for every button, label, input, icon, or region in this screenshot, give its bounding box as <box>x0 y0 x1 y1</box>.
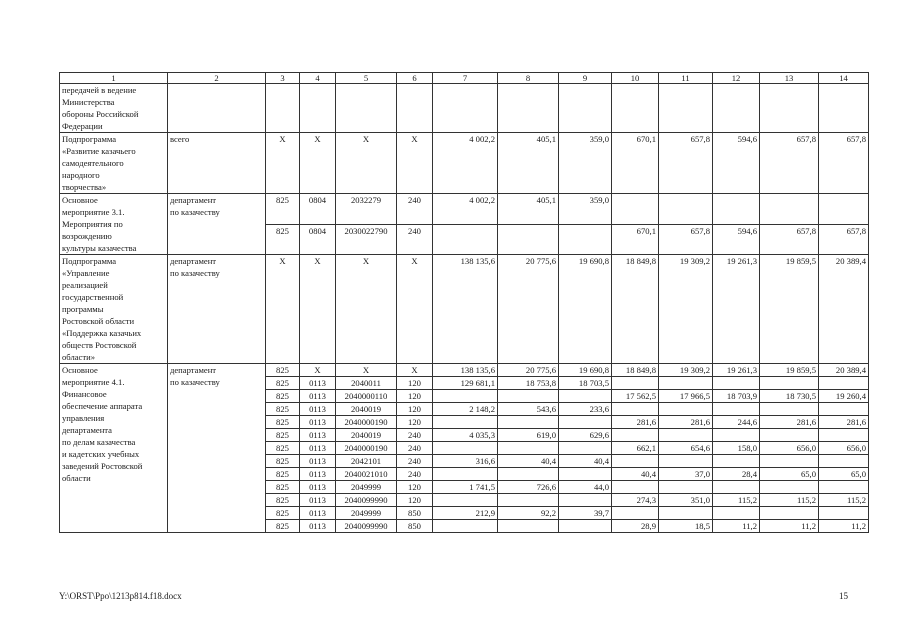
table-cell: 274,3 <box>612 494 659 507</box>
table-body <box>60 73 869 533</box>
table-cell: 316,6 <box>433 455 498 468</box>
table-cell <box>659 429 713 442</box>
table-cell <box>760 507 819 520</box>
table-cell: 657,8 <box>819 133 869 194</box>
table-cell <box>612 507 659 520</box>
header-cell: 4 <box>300 73 336 84</box>
table-cell: 44,0 <box>559 481 612 494</box>
header-cell: 13 <box>760 73 819 84</box>
header-cell: 6 <box>397 73 433 84</box>
table-cell: 850 <box>397 520 433 533</box>
header-cell: 3 <box>266 73 300 84</box>
table-cell: 825 <box>266 377 300 390</box>
table-cell: 594,6 <box>713 224 760 255</box>
table-cell: 2040099990 <box>336 494 397 507</box>
header-cell: 5 <box>336 73 397 84</box>
table-cell: 158,0 <box>713 442 760 455</box>
table-cell: 17 966,5 <box>659 390 713 403</box>
table-cell <box>498 468 559 481</box>
table-cell: 4 002,2 <box>433 194 498 225</box>
table-cell <box>713 377 760 390</box>
table-cell <box>498 416 559 429</box>
table-cell: 4 002,2 <box>433 133 498 194</box>
row-name: Основное мероприятие 4.1. Финансовое обеспечение аппарата управления департамента по делам казачества и кадетских учебных заведений Ростовской области <box>60 364 168 533</box>
table-cell <box>612 377 659 390</box>
table-cell: 825 <box>266 390 300 403</box>
table-cell: 825 <box>266 507 300 520</box>
file-path: Y:\ORST\Ppo\1213p814.f18.docx <box>59 591 182 601</box>
table-cell <box>760 377 819 390</box>
table-cell: 359,0 <box>559 194 612 225</box>
table-cell: 2040011 <box>336 377 397 390</box>
budget-table <box>59 72 869 533</box>
table-cell: 11,2 <box>713 520 760 533</box>
table-cell <box>819 84 869 133</box>
table-cell: 0113 <box>300 442 336 455</box>
table-cell: 670,1 <box>612 224 659 255</box>
header-cell: 9 <box>559 73 612 84</box>
table-cell: 40,4 <box>559 455 612 468</box>
table-cell: 0113 <box>300 520 336 533</box>
table-cell <box>659 377 713 390</box>
table-cell: 120 <box>397 377 433 390</box>
table-cell: 20 389,4 <box>819 364 869 377</box>
table-cell: 37,0 <box>659 468 713 481</box>
table-cell: 18 849,8 <box>612 255 659 364</box>
table-cell: 2040019 <box>336 403 397 416</box>
table-cell <box>713 455 760 468</box>
table-cell <box>819 194 869 225</box>
table-cell: 240 <box>397 429 433 442</box>
table-cell: 657,8 <box>819 224 869 255</box>
table-cell <box>713 84 760 133</box>
header-cell: 7 <box>433 73 498 84</box>
table-cell: 115,2 <box>819 494 869 507</box>
table-cell <box>760 84 819 133</box>
table-cell: X <box>397 364 433 377</box>
table-cell: 233,6 <box>559 403 612 416</box>
table-cell: 654,6 <box>659 442 713 455</box>
table-cell <box>819 429 869 442</box>
table-cell: 20 775,6 <box>498 255 559 364</box>
table-cell: 0113 <box>300 481 336 494</box>
table-cell: 244,6 <box>713 416 760 429</box>
table-cell: 0113 <box>300 494 336 507</box>
table-cell: 92,2 <box>498 507 559 520</box>
table-cell: 240 <box>397 442 433 455</box>
table-cell <box>612 194 659 225</box>
table-cell: 18 703,9 <box>713 390 760 403</box>
table-cell: 19 309,2 <box>659 364 713 377</box>
table-row <box>60 133 869 194</box>
table-cell: 115,2 <box>713 494 760 507</box>
table-cell <box>559 224 612 255</box>
table-cell <box>713 481 760 494</box>
table-cell <box>433 468 498 481</box>
table-cell <box>659 455 713 468</box>
table-cell <box>498 390 559 403</box>
table-cell: 19 690,8 <box>559 364 612 377</box>
table-cell <box>612 481 659 494</box>
table-cell <box>760 455 819 468</box>
table-cell: X <box>397 133 433 194</box>
table-cell <box>559 520 612 533</box>
table-cell: 20 775,6 <box>498 364 559 377</box>
table-cell: 359,0 <box>559 133 612 194</box>
table-cell: 405,1 <box>498 133 559 194</box>
table-cell: 2040099990 <box>336 520 397 533</box>
table-cell <box>559 416 612 429</box>
table-cell: X <box>336 255 397 364</box>
table-cell: 2040000190 <box>336 442 397 455</box>
table-cell: 629,6 <box>559 429 612 442</box>
table-cell: 543,6 <box>498 403 559 416</box>
table-cell <box>397 84 433 133</box>
table-cell: 662,1 <box>612 442 659 455</box>
row-responsible: департамент по казачеству <box>168 194 266 255</box>
table-cell: 825 <box>266 481 300 494</box>
table-cell: 120 <box>397 390 433 403</box>
table-cell: 17 562,5 <box>612 390 659 403</box>
table-cell <box>336 84 397 133</box>
table-cell: 120 <box>397 481 433 494</box>
table-cell <box>659 507 713 520</box>
row-name: Подпрограмма «Развитие казачьего самодеятельного народного творчества» <box>60 133 168 194</box>
table-cell: 18,5 <box>659 520 713 533</box>
table-cell <box>819 455 869 468</box>
row-responsible <box>168 84 266 133</box>
table-cell: X <box>336 133 397 194</box>
table-cell: 1 741,5 <box>433 481 498 494</box>
table-cell: 657,8 <box>659 133 713 194</box>
table-cell: 850 <box>397 507 433 520</box>
table-cell: X <box>300 133 336 194</box>
table-cell <box>659 194 713 225</box>
table-cell <box>498 520 559 533</box>
table-cell: 825 <box>266 520 300 533</box>
table-cell: 120 <box>397 403 433 416</box>
table-cell: 657,8 <box>659 224 713 255</box>
header-cell: 8 <box>498 73 559 84</box>
table-cell: 825 <box>266 494 300 507</box>
table-cell: 281,6 <box>659 416 713 429</box>
table-cell: 405,1 <box>498 194 559 225</box>
table-cell: 281,6 <box>760 416 819 429</box>
table-cell: 670,1 <box>612 133 659 194</box>
table-row <box>60 255 869 364</box>
table-cell: 40,4 <box>612 468 659 481</box>
table-cell: 0113 <box>300 429 336 442</box>
table-cell: 212,9 <box>433 507 498 520</box>
table-cell: 19 309,2 <box>659 255 713 364</box>
table-cell: 240 <box>397 194 433 225</box>
row-name: передачей в ведение Министерства обороны Российской Федерации <box>60 84 168 133</box>
table-cell <box>760 403 819 416</box>
table-cell: 0113 <box>300 390 336 403</box>
header-row <box>60 73 869 84</box>
table-cell: 2040000190 <box>336 416 397 429</box>
table-cell: 594,6 <box>713 133 760 194</box>
table-cell <box>760 194 819 225</box>
table-cell: 19 260,4 <box>819 390 869 403</box>
header-cell: 11 <box>659 73 713 84</box>
table-cell: 40,4 <box>498 455 559 468</box>
table-cell: 619,0 <box>498 429 559 442</box>
table-cell: 240 <box>397 224 433 255</box>
table-cell: 0113 <box>300 416 336 429</box>
table-cell <box>498 442 559 455</box>
table-cell: 4 035,3 <box>433 429 498 442</box>
table-cell <box>760 429 819 442</box>
table-cell: X <box>266 133 300 194</box>
table-row <box>60 194 869 225</box>
table-cell: 0113 <box>300 403 336 416</box>
table-cell: 138 135,6 <box>433 255 498 364</box>
table-cell: 18 730,5 <box>760 390 819 403</box>
table-cell <box>819 507 869 520</box>
table-cell: 0113 <box>300 468 336 481</box>
table-cell <box>819 377 869 390</box>
table-cell: 240 <box>397 468 433 481</box>
table-cell: 20 389,4 <box>819 255 869 364</box>
table-cell: 825 <box>266 416 300 429</box>
row-responsible: департамент по казачеству <box>168 255 266 364</box>
table-cell: X <box>266 255 300 364</box>
table-cell: 19 859,5 <box>760 255 819 364</box>
table-cell: 825 <box>266 429 300 442</box>
table-cell <box>498 494 559 507</box>
table-cell: 657,8 <box>760 133 819 194</box>
table-cell <box>433 84 498 133</box>
table-cell <box>498 84 559 133</box>
table-cell <box>760 481 819 494</box>
header-cell: 1 <box>60 73 168 84</box>
table-cell: 656,0 <box>760 442 819 455</box>
page-number: 15 <box>839 591 848 601</box>
table-cell: 0804 <box>300 224 336 255</box>
table-cell <box>612 429 659 442</box>
table-cell: 65,0 <box>760 468 819 481</box>
header-cell: 14 <box>819 73 869 84</box>
table-cell: 0113 <box>300 455 336 468</box>
table-cell: 120 <box>397 494 433 507</box>
table-cell: 19 261,3 <box>713 364 760 377</box>
table-cell <box>266 84 300 133</box>
table-cell: 281,6 <box>819 416 869 429</box>
table-cell <box>559 468 612 481</box>
table-cell: 138 135,6 <box>433 364 498 377</box>
table-cell: X <box>300 364 336 377</box>
table-cell: 2030022790 <box>336 224 397 255</box>
table-cell <box>713 194 760 225</box>
table-cell <box>433 494 498 507</box>
table-cell: 39,7 <box>559 507 612 520</box>
table-cell <box>559 390 612 403</box>
table-cell: 65,0 <box>819 468 869 481</box>
table-cell: 18 703,5 <box>559 377 612 390</box>
table-cell: 115,2 <box>760 494 819 507</box>
table-cell <box>612 403 659 416</box>
table-cell <box>612 84 659 133</box>
table-cell <box>713 429 760 442</box>
table-cell: 28,4 <box>713 468 760 481</box>
table-cell: 2040000110 <box>336 390 397 403</box>
table-cell: 129 681,1 <box>433 377 498 390</box>
table-cell: 825 <box>266 468 300 481</box>
table-cell: 2040021010 <box>336 468 397 481</box>
table-row <box>60 364 869 377</box>
table-row <box>60 84 869 133</box>
table-cell <box>433 390 498 403</box>
table-cell: 2049999 <box>336 507 397 520</box>
table-cell: 0804 <box>300 194 336 225</box>
table-cell: 726,6 <box>498 481 559 494</box>
header-cell: 10 <box>612 73 659 84</box>
table-cell: 2032279 <box>336 194 397 225</box>
table-cell <box>559 84 612 133</box>
table-cell: 2042101 <box>336 455 397 468</box>
header-cell: 2 <box>168 73 266 84</box>
table-cell: 2 148,2 <box>433 403 498 416</box>
table-cell: 18 753,8 <box>498 377 559 390</box>
table-cell <box>433 224 498 255</box>
table-cell: 656,0 <box>819 442 869 455</box>
table-cell: 120 <box>397 416 433 429</box>
table-cell: 657,8 <box>760 224 819 255</box>
table-cell <box>433 416 498 429</box>
table-cell: 825 <box>266 442 300 455</box>
header-cell: 12 <box>713 73 760 84</box>
table-cell <box>659 403 713 416</box>
table-cell: X <box>397 255 433 364</box>
table-cell: 0113 <box>300 507 336 520</box>
table-cell <box>659 481 713 494</box>
table-cell: 2049999 <box>336 481 397 494</box>
table-cell: 825 <box>266 403 300 416</box>
table-cell: X <box>336 364 397 377</box>
table-cell: 19 690,8 <box>559 255 612 364</box>
table-cell: 825 <box>266 194 300 225</box>
table-cell: 0113 <box>300 377 336 390</box>
table-cell <box>559 494 612 507</box>
table-cell <box>300 84 336 133</box>
table-cell: 240 <box>397 455 433 468</box>
table-cell <box>819 481 869 494</box>
table-cell <box>713 507 760 520</box>
table-cell: 2040019 <box>336 429 397 442</box>
table-cell <box>433 520 498 533</box>
table-cell: 28,9 <box>612 520 659 533</box>
table-cell: 18 849,8 <box>612 364 659 377</box>
table-cell: 11,2 <box>819 520 869 533</box>
table-cell: 19 859,5 <box>760 364 819 377</box>
row-name: Основное мероприятие 3.1. Мероприятия по возрождению культуры казачества <box>60 194 168 255</box>
table-cell <box>559 442 612 455</box>
table-cell <box>659 84 713 133</box>
table-cell <box>713 403 760 416</box>
table-cell <box>819 403 869 416</box>
table-cell: 19 261,3 <box>713 255 760 364</box>
row-responsible: всего <box>168 133 266 194</box>
row-name: Подпрограмма «Управление реализацией государственной программы Ростовской области «Поддержка казачьих обществ Ростовской области» <box>60 255 168 364</box>
table-cell: X <box>300 255 336 364</box>
table-cell <box>498 224 559 255</box>
table-cell <box>612 455 659 468</box>
table-cell: 825 <box>266 224 300 255</box>
table-cell: 11,2 <box>760 520 819 533</box>
table-cell <box>433 442 498 455</box>
table-cell: 825 <box>266 364 300 377</box>
table-cell: 351,0 <box>659 494 713 507</box>
row-responsible: департамент по казачеству <box>168 364 266 533</box>
table-cell: 281,6 <box>612 416 659 429</box>
table-cell: 825 <box>266 455 300 468</box>
